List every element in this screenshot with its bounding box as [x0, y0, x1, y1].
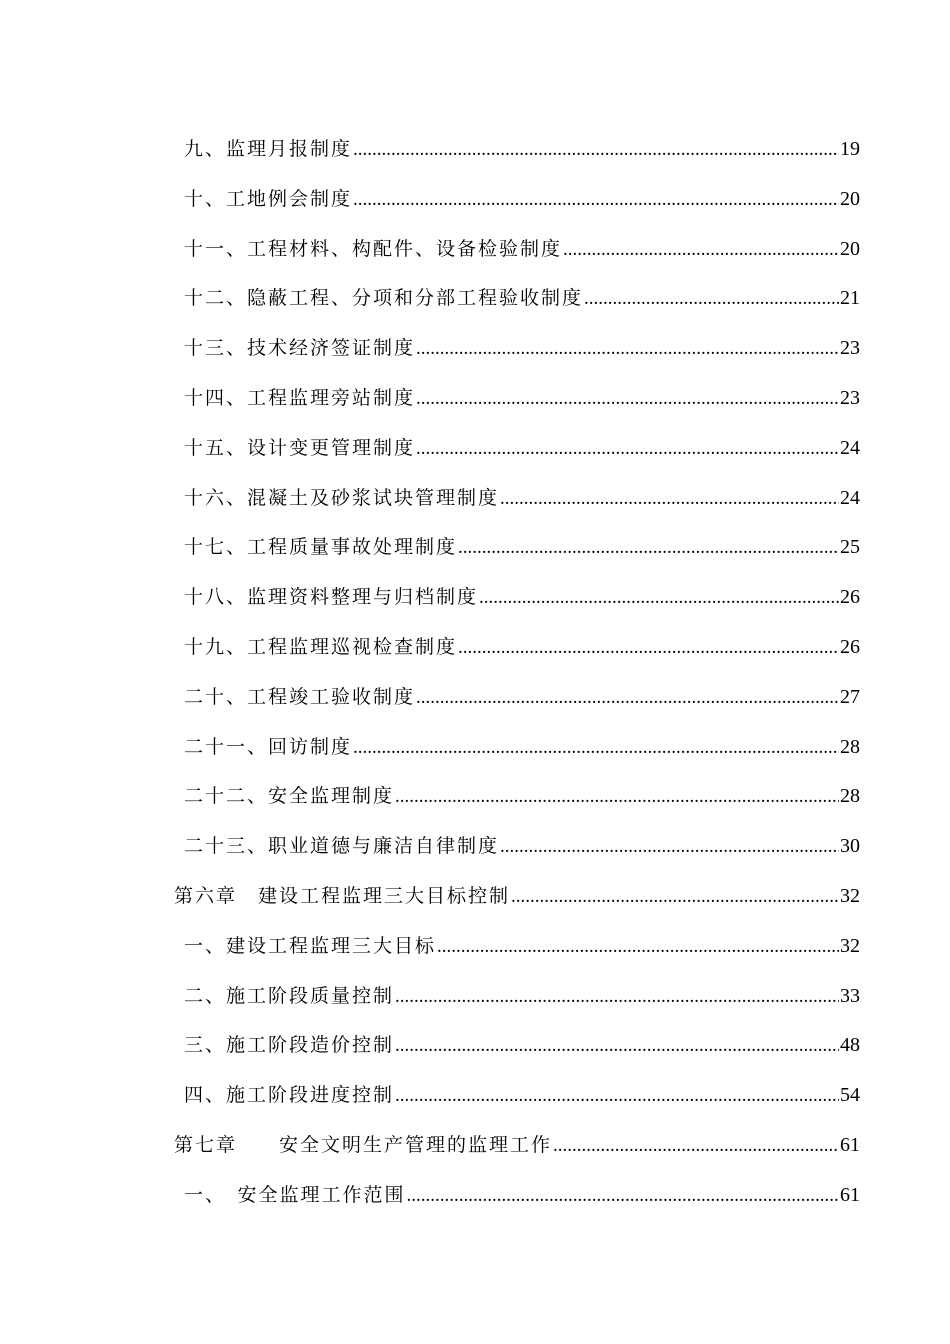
toc-page-number: 32 — [840, 934, 860, 957]
toc-entry-title: 十三、技术经济签证制度 — [184, 337, 416, 360]
toc-page-number: 54 — [840, 1084, 860, 1107]
toc-entry[interactable] — [174, 723, 860, 773]
toc-page-number: 30 — [840, 835, 860, 858]
toc-leader-dots — [395, 1071, 839, 1121]
toc-leader-dots — [407, 1171, 839, 1221]
toc-entry-title: 十、工地例会制度 — [184, 187, 353, 210]
toc-entry-title: 二十三、职业道德与廉洁自律制度 — [184, 835, 500, 858]
toc-entry-title: 二十、工程竣工验收制度 — [184, 685, 416, 708]
toc-chapter-entry[interactable] — [174, 872, 860, 922]
toc-entry[interactable] — [174, 772, 860, 822]
toc-leader-dots — [511, 872, 839, 922]
toc-page-number: 32 — [840, 884, 860, 907]
toc-leader-dots — [416, 324, 839, 374]
toc-leader-dots — [500, 822, 839, 872]
toc-leader-dots — [458, 523, 839, 573]
toc-entry[interactable] — [174, 175, 860, 225]
toc-page-number: 26 — [840, 635, 860, 658]
toc-page-number: 20 — [840, 237, 860, 260]
toc-page-number: 19 — [840, 138, 860, 160]
toc-page-number: 27 — [840, 685, 860, 708]
toc-page-number: 23 — [840, 337, 860, 360]
toc-leader-dots — [553, 1121, 839, 1171]
toc-entry-title: 一、建设工程监理三大目标 — [184, 934, 437, 957]
toc-entry-title: 十一、工程材料、构配件、设备检验制度 — [184, 237, 563, 260]
toc-entry-title: 二十二、安全监理制度 — [184, 785, 395, 808]
toc-entry[interactable] — [174, 225, 860, 275]
toc-entry[interactable] — [174, 125, 860, 175]
toc-leader-dots — [584, 274, 839, 324]
toc-leader-dots — [353, 723, 839, 773]
toc-entry-title: 二十一、回访制度 — [184, 735, 353, 758]
toc-leader-dots — [395, 972, 839, 1022]
toc-entry[interactable] — [174, 623, 860, 673]
toc-entry[interactable] — [174, 474, 860, 524]
toc-entry-title: 四、施工阶段进度控制 — [184, 1084, 395, 1107]
toc-entry-title: 三、施工阶段造价控制 — [184, 1034, 395, 1057]
toc-entry[interactable] — [174, 523, 860, 573]
toc-page-number: 33 — [840, 984, 860, 1007]
toc-entry[interactable] — [174, 1021, 860, 1071]
toc-leader-dots — [395, 772, 839, 822]
toc-leader-dots — [395, 1021, 839, 1071]
toc-leader-dots — [500, 474, 839, 524]
toc-entry-title: 一、 安全监理工作范围 — [184, 1183, 406, 1206]
toc-entry-title: 九、监理月报制度 — [184, 138, 353, 160]
toc-entry-title: 十六、混凝土及砂浆试块管理制度 — [184, 486, 500, 509]
toc-leader-dots — [437, 922, 839, 972]
toc-chapter-entry[interactable] — [174, 1121, 860, 1171]
toc-entry[interactable] — [174, 573, 860, 623]
toc-leader-dots — [479, 573, 839, 623]
toc-entry[interactable] — [174, 972, 860, 1022]
toc-entry-title: 十五、设计变更管理制度 — [184, 436, 416, 459]
toc-page-number: 23 — [840, 386, 860, 409]
toc-leader-dots — [563, 225, 839, 275]
toc-page-number: 25 — [840, 536, 860, 559]
toc-entry-title: 第六章 建设工程监理三大目标控制 — [174, 884, 511, 907]
toc-page-number: 26 — [840, 586, 860, 609]
toc-leader-dots — [416, 424, 839, 474]
toc-entry-title: 十七、工程质量事故处理制度 — [184, 536, 458, 559]
toc-entry-title: 第七章 安全文明生产管理的监理工作 — [174, 1133, 553, 1156]
toc-entry-title: 十四、工程监理旁站制度 — [184, 386, 416, 409]
toc-entry[interactable] — [174, 1071, 860, 1121]
toc-entry[interactable] — [174, 922, 860, 972]
toc-leader-dots — [458, 623, 839, 673]
toc-page-number: 24 — [840, 486, 860, 509]
toc-leader-dots — [353, 125, 839, 175]
toc-entry[interactable] — [174, 374, 860, 424]
toc-leader-dots — [416, 673, 839, 723]
toc-page-number: 20 — [840, 187, 860, 210]
toc-entry-title: 十二、隐蔽工程、分项和分部工程验收制度 — [184, 287, 584, 310]
toc-entry-title: 十八、监理资料整理与归档制度 — [184, 586, 479, 609]
toc-entry[interactable] — [174, 822, 860, 872]
table-of-contents — [174, 125, 860, 1221]
toc-entry[interactable] — [174, 1171, 860, 1221]
toc-page-number: 21 — [840, 287, 860, 310]
toc-page-number: 28 — [840, 785, 860, 808]
toc-entry-title: 十九、工程监理巡视检查制度 — [184, 635, 458, 658]
toc-page-number: 61 — [840, 1133, 860, 1156]
toc-leader-dots — [353, 175, 839, 225]
toc-entry[interactable] — [174, 673, 860, 723]
toc-entry[interactable] — [174, 424, 860, 474]
toc-page-number: 28 — [840, 735, 860, 758]
toc-entry[interactable] — [174, 274, 860, 324]
toc-leader-dots — [416, 374, 839, 424]
toc-entry[interactable] — [174, 324, 860, 374]
toc-page-number: 24 — [840, 436, 860, 459]
toc-page-number: 48 — [840, 1034, 860, 1057]
toc-entry-title: 二、施工阶段质量控制 — [184, 984, 395, 1007]
toc-page-number: 61 — [840, 1183, 860, 1206]
